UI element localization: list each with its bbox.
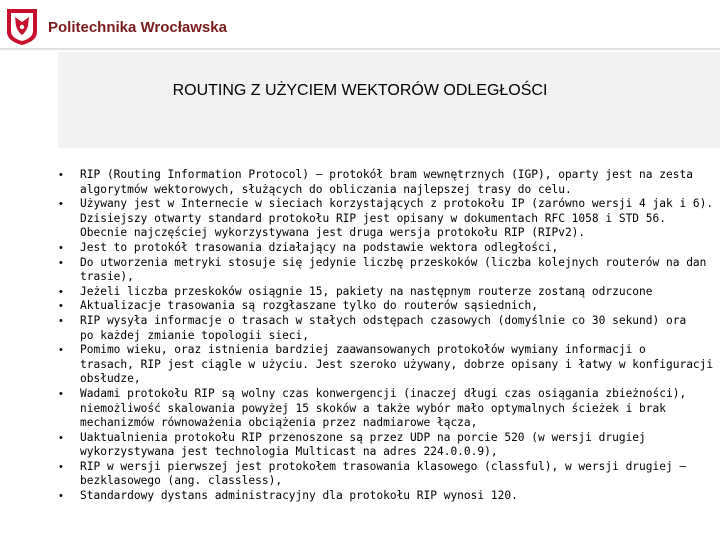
slide-content (56, 168, 720, 528)
bullet-text: RIP (Routing Information Protocol) – protokół bram wewnętrznych (IGP), oparty jest na zesta algorytmów wektorowych, służących do obliczania najlepszej trasy do celu. (80, 168, 693, 196)
bullet-icon: • (59, 431, 63, 444)
list-item (56, 460, 720, 489)
title-panel (58, 52, 720, 148)
bullet-icon: • (59, 285, 63, 298)
list-item (56, 168, 720, 197)
header-divider (0, 48, 720, 50)
list-item (56, 314, 720, 343)
bullet-text: Jeżeli liczba przeskoków osiągnie 15, pakiety na następnym routerze zostaną odrzucone (80, 284, 653, 298)
bullet-icon: • (59, 169, 63, 181)
bullet-text: Aktualizacje trasowania są rozgłaszane tylko do routerów sąsiednich, (80, 299, 539, 313)
bullet-text: Jest to protokół trasowania działający na podstawie wektora odległości, (80, 240, 559, 254)
bullet-text: Standardowy dystans administracyjny dla protokołu RIP wynosi 120. (80, 489, 518, 503)
bullet-icon: • (59, 198, 63, 211)
bullet-text: Wadami protokołu RIP są wolny czas konwergencji (inaczej długi czas osiągania zbieżności), niemożliwość skalowania powyżej 15 skoków a także wybór mało optymalnych ścieżek i brak mechanizmów równoważenia obciążenia przez nadmiarowe łącza, (80, 386, 687, 430)
bullet-icon: • (59, 314, 63, 327)
bullet-text: Pomimo wieku, oraz istnienia bardziej zaawansowanych protokołów wymiany informacji o trasach, RIP jest ciągle w użyciu. Jest szeroko używany, dobrze opisany i łatwy w konfiguracji obsłudze, (80, 343, 714, 386)
bullet-icon: • (59, 344, 63, 357)
list-item (56, 387, 720, 431)
list-item (56, 489, 720, 504)
slide-title: ROUTING Z UŻYCIEM WEKTORÓW ODLEGŁOŚCI (172, 82, 548, 99)
bullet-icon: • (59, 300, 63, 313)
list-item (56, 197, 720, 241)
bullet-icon: • (59, 241, 63, 254)
university-logo-icon (6, 8, 38, 46)
university-name: Politechnika Wrocławska (48, 19, 227, 36)
bullet-icon: • (59, 256, 63, 269)
bullet-icon: • (59, 387, 63, 400)
bullet-text: RIP w wersji pierwszej jest protokołem trasowania klasowego (classful), w wersji drugiej – bezklasowego (ang. classless), (80, 459, 687, 488)
bullet-icon: • (59, 460, 63, 473)
list-item (56, 256, 720, 285)
list-item (56, 241, 720, 256)
list-item (56, 343, 720, 387)
bullet-icon: • (59, 490, 63, 503)
list-item (56, 285, 720, 300)
header-bar (0, 0, 720, 50)
list-item (56, 431, 720, 460)
bullet-text: Do utworzenia metryki stosuje się jedynie liczbę przeskoków (liczba kolejnych routerów na dan trasie), (80, 255, 707, 284)
bullet-text: Używany jest w Internecie w sieciach korzystających z protokołu IP (zarówno wersji 4 jak i 6). Dzisiejszy otwarty standard protokołu RIP jest opisany w dokumentach RFC 1058 i STD 56. Obecnie najczęściej wykorzystywana jest druga wersja protokołu RIP (RIPv2). (80, 197, 714, 240)
bullet-list (56, 168, 720, 504)
list-item (56, 299, 720, 314)
bullet-text: Uaktualnienia protokołu RIP przenoszone są przez UDP na porcie 520 (w wersji drugiej wykorzystywana jest technologia Multicast na adres 224.0.0.9), (80, 430, 646, 459)
bullet-text: RIP wysyła informacje o trasach w stałych odstępach czasowych (domyślnie co 30 sekund) ora po każdej zmianie topologii sieci, (80, 313, 687, 342)
